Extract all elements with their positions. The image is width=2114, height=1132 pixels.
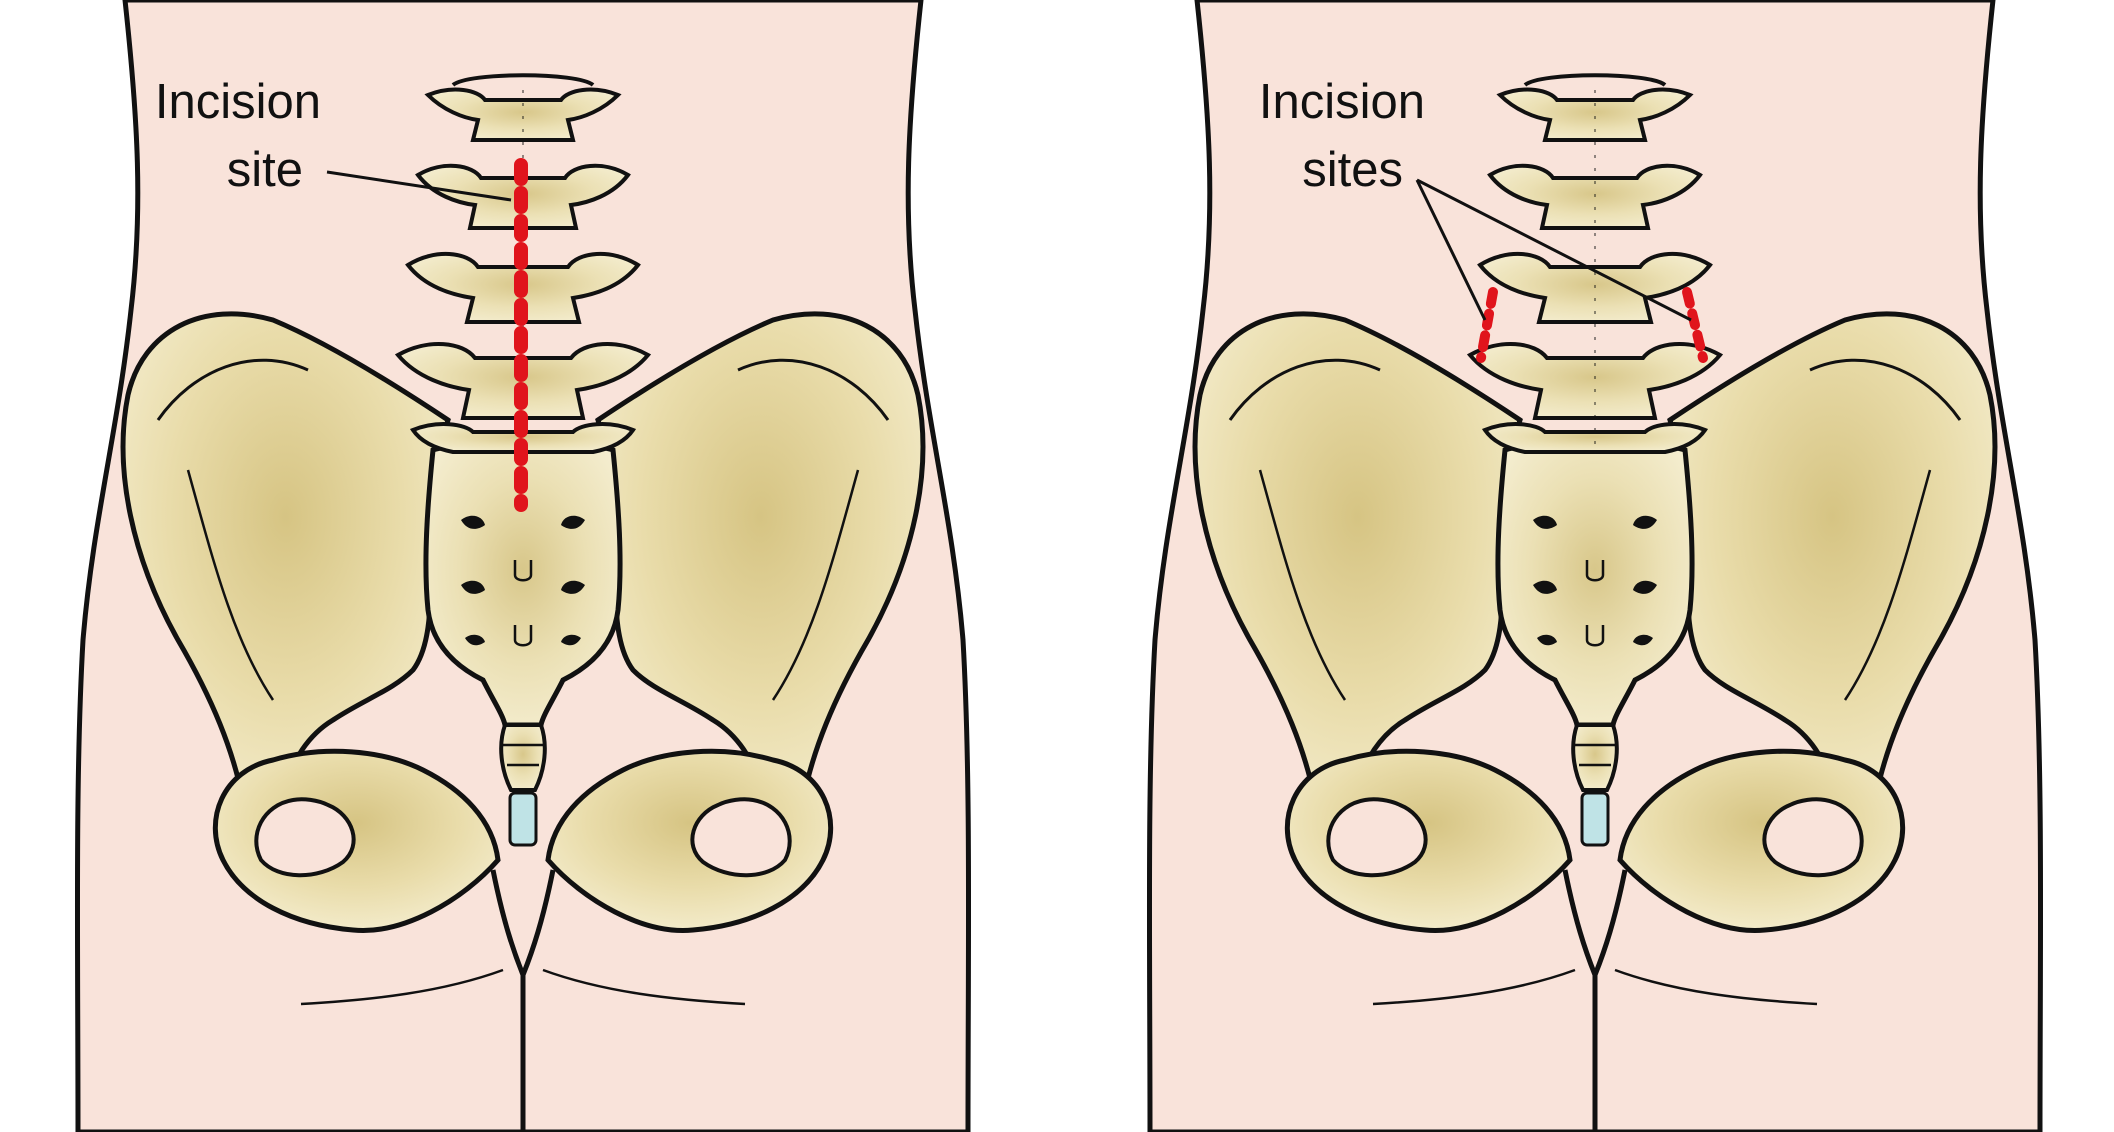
back-pelvis-illustration-right <box>1149 0 2040 1132</box>
right-panel-paramedian <box>1149 0 2040 1132</box>
incision-label-line1: Incision <box>154 75 321 129</box>
left-panel-midline <box>77 0 968 1132</box>
incision-label-line1-right: Incision <box>1258 75 1425 129</box>
incision-label-line2-right: sites <box>1302 143 1403 197</box>
incision-label-line2: site <box>226 143 303 197</box>
